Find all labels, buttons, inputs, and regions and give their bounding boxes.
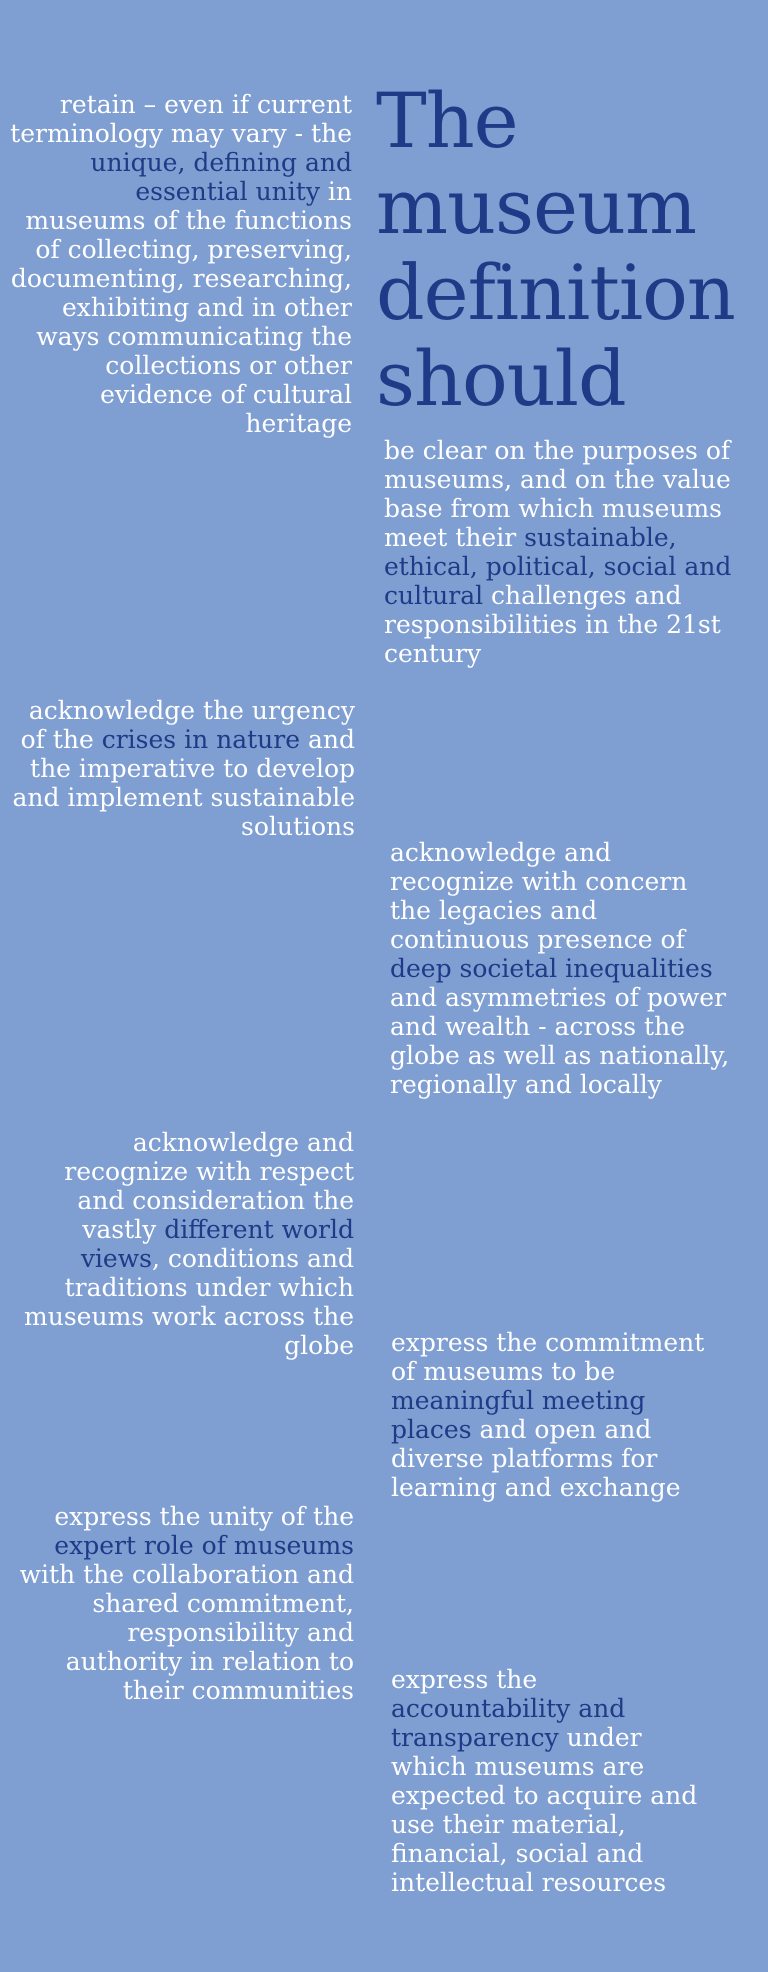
statement-meeting-places <box>391 1328 731 1502</box>
statement-crises-nature <box>10 696 355 841</box>
statement-world-views <box>10 1128 354 1360</box>
statement-text: with the collaboration and shared commitment, responsibility and authority in relation to their communities <box>19 1560 354 1705</box>
statement-text: , conditions and traditions under which museums work across the globe <box>24 1244 354 1360</box>
statement-text: be clear on the purposes of museums, and on the value base from which museums meet their <box>384 436 731 552</box>
statement-highlight: sustainable, ethical, political, social and cultural <box>384 523 732 610</box>
page-title: The museum definition should <box>376 76 735 423</box>
statement-text: acknowledge the urgency of the <box>20 696 355 754</box>
statement-text: under which museums are expected to acquire and use their material, financial, social and intellectual resources <box>391 1723 698 1897</box>
statement-highlight: accountability and transparency <box>391 1694 626 1752</box>
statement-text: acknowledge and recognize with respect and consideration the vastly <box>64 1128 354 1244</box>
statement-expert-role <box>10 1502 354 1705</box>
statement-text: and asymmetries of power and wealth - across the globe as well as nationally, regionally and locally <box>390 983 730 1099</box>
statement-text: challenges and responsibilities in the 21st century <box>384 581 721 668</box>
statement-highlight: unique, defining and essential unity <box>90 148 352 206</box>
statement-text: express the unity of the <box>54 1502 354 1531</box>
statement-highlight: deep societal inequalities <box>390 954 713 983</box>
statement-retain-unity <box>10 90 352 438</box>
statement-highlight: crises in nature <box>101 725 301 754</box>
statement-text: and open and diverse platforms for learning and exchange <box>391 1415 681 1502</box>
statement-text: in museums of the functions of collecting, preserving, documenting, researching, exhibiting and in other ways communicating the collections or other evidence of cultural heritage <box>10 177 352 438</box>
statement-text: express the <box>391 1665 538 1694</box>
statement-highlight: meaningful meeting places <box>391 1386 646 1444</box>
statement-text: retain – even if current terminology may vary - the <box>10 90 352 148</box>
statement-text: and the imperative to develop and implement sustainable solutions <box>12 725 355 841</box>
statement-text: acknowledge and recognize with concern the legacies and continuous presence of <box>390 838 688 954</box>
statement-accountability <box>391 1665 711 1897</box>
statement-text: express the commitment of museums to be <box>391 1328 705 1386</box>
statement-inequalities <box>390 838 730 1099</box>
statement-highlight: expert role of museums <box>54 1531 354 1560</box>
statement-purposes <box>384 436 736 668</box>
statement-highlight: different world views <box>80 1215 354 1273</box>
